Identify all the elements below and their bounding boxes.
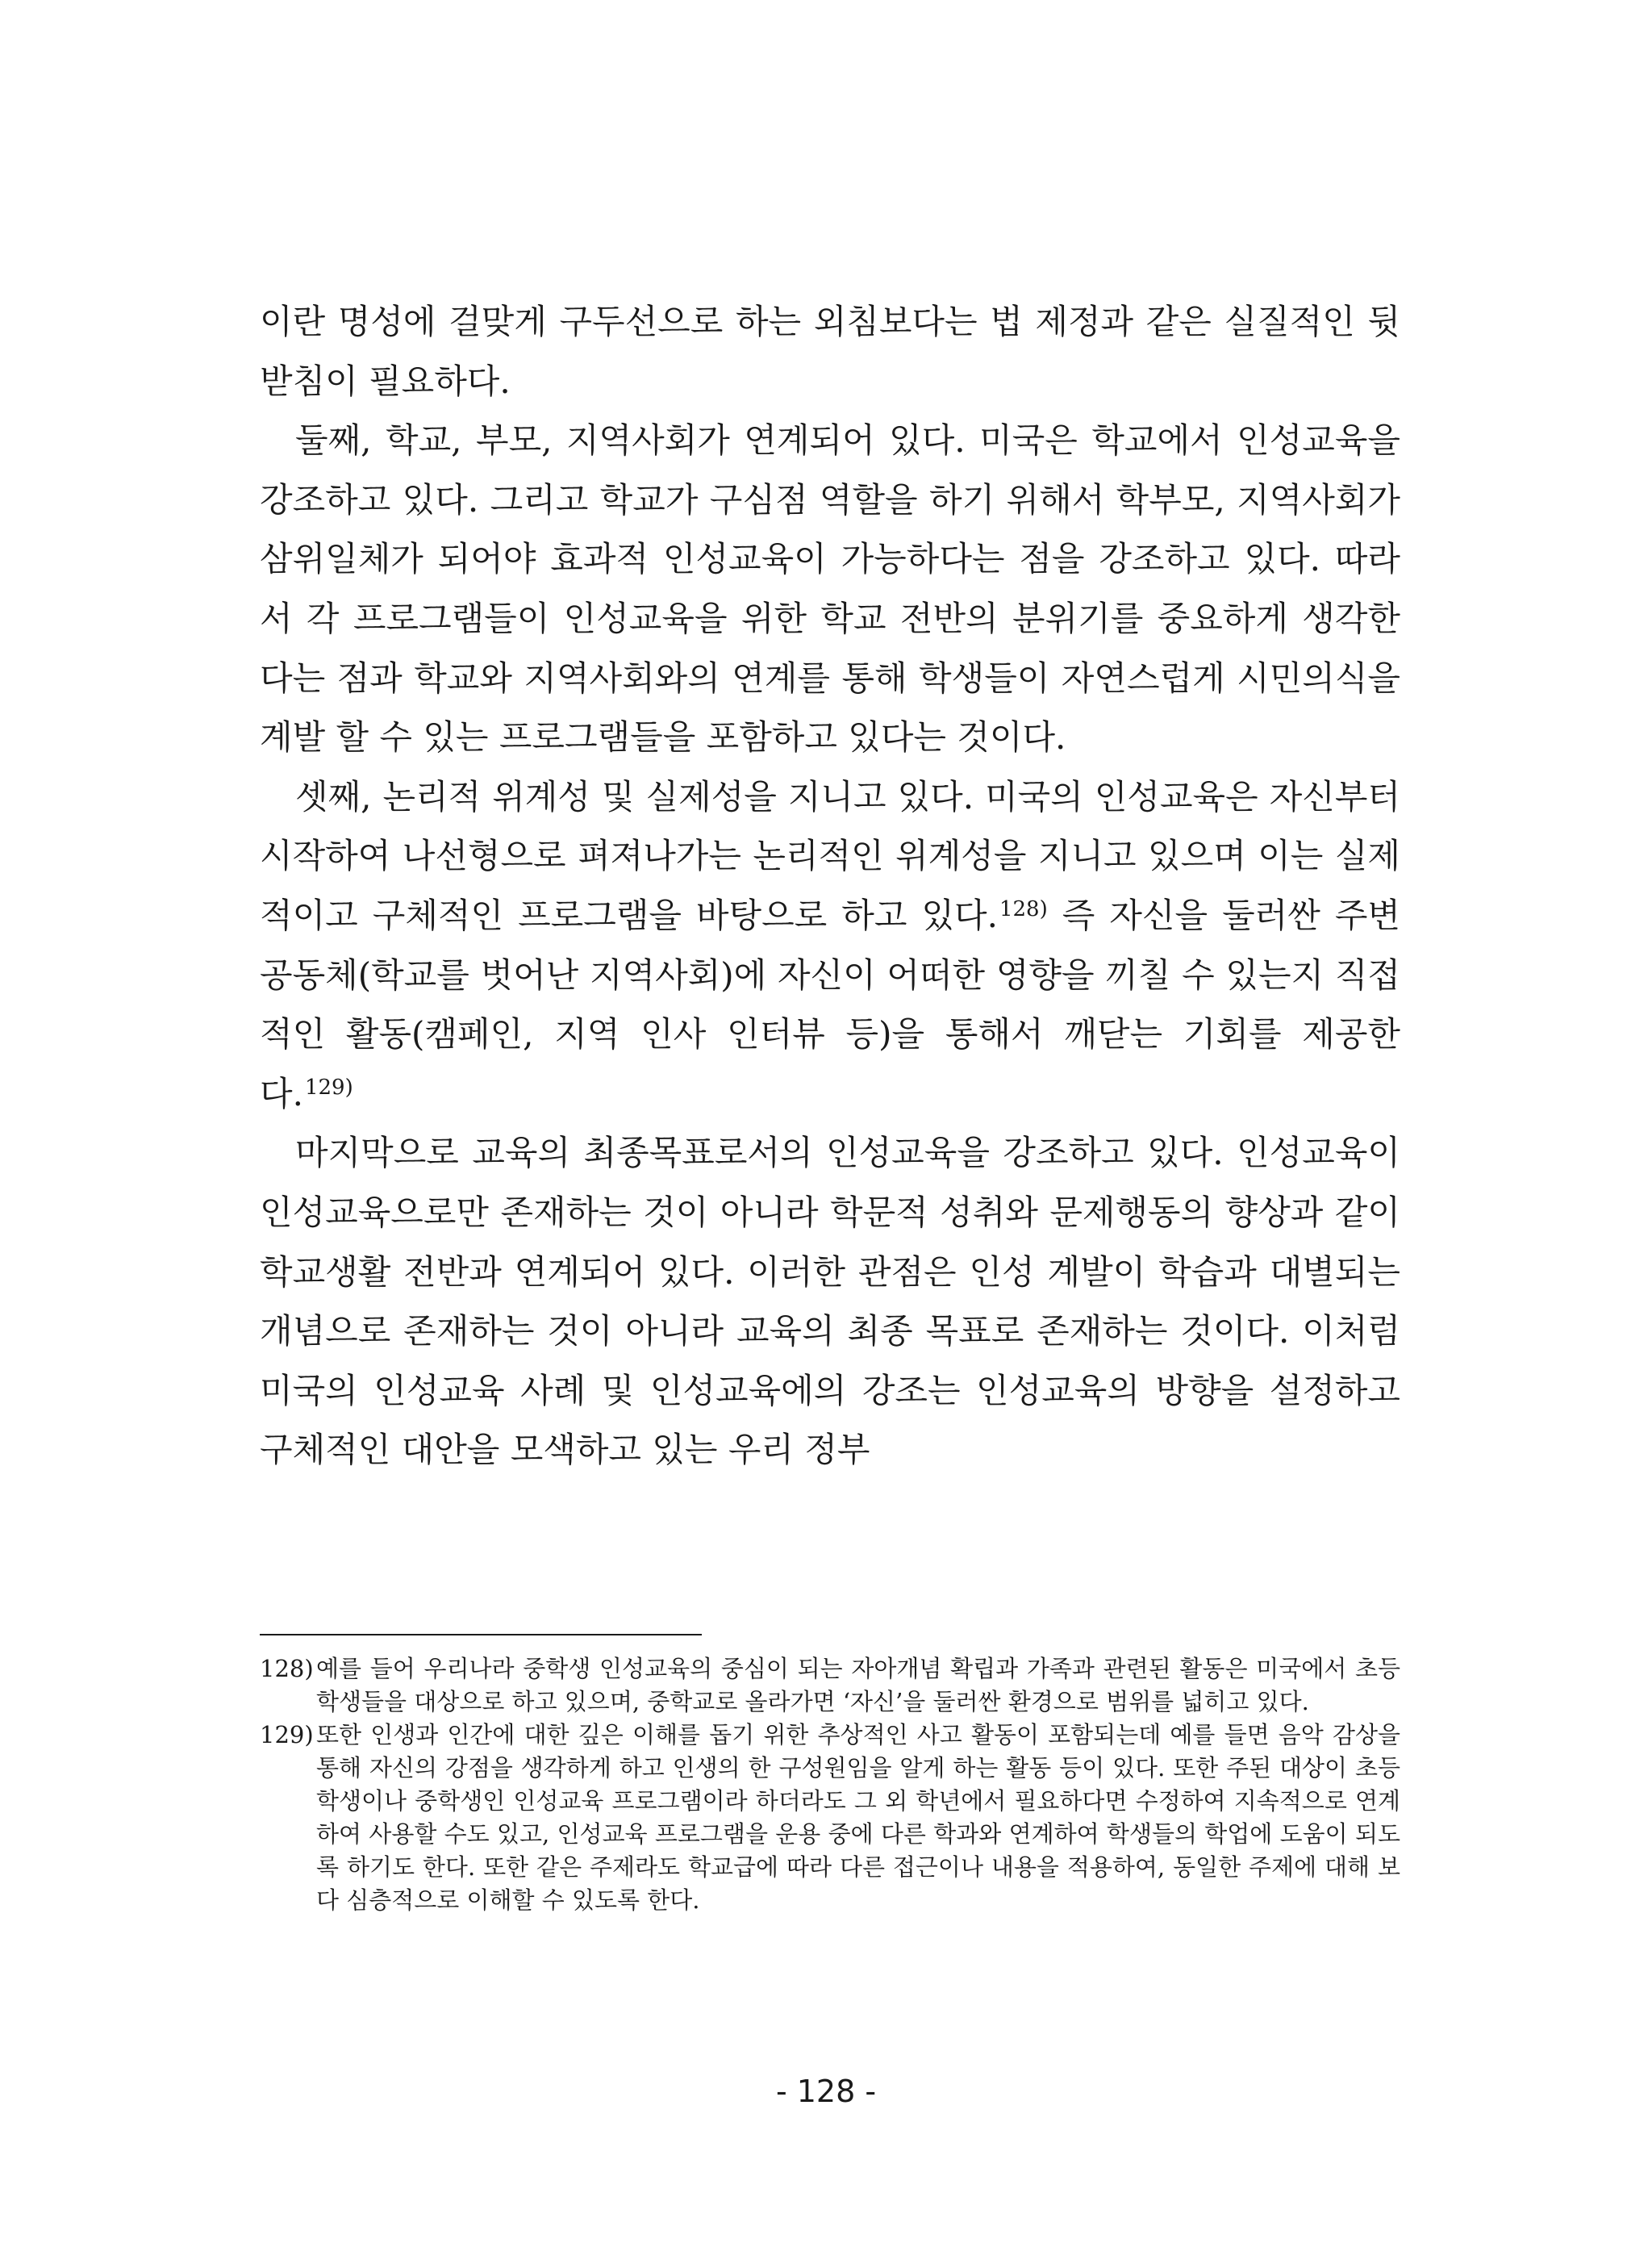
paragraph-1: 이란 명성에 걸맞게 구두선으로 하는 외침보다는 법 제정과 같은 실질적인 뒷받침이 필요하다. <box>260 302 1400 401</box>
footnotes <box>260 1652 1400 1917</box>
paragraph-3-text-a: 셋째, 논리적 위계성 및 실제성을 지니고 있다. 미국의 인성교육은 자신부터 시작하여 나선형으로 펴져나가는 논리적인 위계성을 지니고 있으며 이는 실제적이고 구체적인 프로그램을 바탕으로 하고 있다. <box>260 776 1400 935</box>
footnote-128 <box>260 1652 1400 1719</box>
footnote-number: 128) <box>260 1655 314 1682</box>
footnote-ref-128[interactable]: 128) <box>999 896 1048 921</box>
footnote-text: 예를 들어 우리나라 중학생 인성교육의 중심이 되는 자아개념 확립과 가족과 관련된 활동은 미국에서 초등학생들을 대상으로 하고 있으며, 중학교로 올라가면 ‘자신’을 둘러싼 환경으로 범위를 넓히고 있다. <box>316 1655 1400 1715</box>
footnote-129 <box>260 1719 1400 1917</box>
footnote-ref-129[interactable]: 129) <box>304 1075 353 1100</box>
footnote-divider <box>260 1634 702 1635</box>
page-number: - 128 - <box>775 2074 877 2109</box>
paragraph-2: 둘째, 학교, 부모, 지역사회가 연계되어 있다. 미국은 학교에서 인성교육을 강조하고 있다. 그리고 학교가 구심점 역할을 하기 위해서 학부모, 지역사회가 삼위일체가 되어야 효과적 인성교육이 가능하다는 점을 강조하고 있다. 따라서 각 프로그램들이 인성교육을 위한 학교 전반의 분위기를 중요하게 생각한다는 점과 학교와 지역사회와의 연계를 통해 학생들이 자연스럽게 시민의식을 계발 할 수 있는 프로그램들을 포함하고 있다는 것이다. <box>260 420 1400 758</box>
body-text <box>260 292 1400 1480</box>
footnote-number: 129) <box>260 1721 314 1748</box>
footnote-text: 또한 인생과 인간에 대한 깊은 이해를 돕기 위한 추상적인 사고 활동이 포함되는데 예를 들면 음악 감상을 통해 자신의 강점을 생각하게 하고 인생의 한 구성원임을 알게 하는 활동 등이 있다. 또한 주된 대상이 초등학생이나 중학생인 인성교육 프로그램이라 하더라도 그 외 학년에서 필요하다면 수정하여 지속적으로 연계하여 사용할 수도 있고, 인성교육 프로그램을 운용 중에 다른 학과와 연계하여 학생들의 학업에 도움이 되도록 하기도 한다. 또한 같은 주제라도 학교급에 따라 다른 접근이나 내용을 적용하여, 동일한 주제에 대해 보다 심층적으로 이해할 수 있도록 한다. <box>316 1721 1400 1914</box>
paragraph-3-text-b: 즉 자신을 둘러싼 주변 공동체(학교를 벗어난 지역사회)에 자신이 어떠한 영향을 끼칠 수 있는지 직접적인 활동(캠페인, 지역 인사 인터뷰 등)을 통해서 깨닫는 기회를 제공한다. <box>260 895 1401 1113</box>
paragraph-3 <box>260 767 1400 1124</box>
paragraph-4: 마지막으로 교육의 최종목표로서의 인성교육을 강조하고 있다. 인성교육이 인성교육으로만 존재하는 것이 아니라 학문적 성취와 문제행동의 향상과 같이 학교생활 전반과 연계되어 있다. 이러한 관점은 인성 계발이 학습과 대별되는 개념으로 존재하는 것이 아니라 교육의 최종 목표로 존재하는 것이다. 이처럼 미국의 인성교육 사례 및 인성교육에의 강조는 인성교육의 방향을 설정하고 구체적인 대안을 모색하고 있는 우리 정부 <box>260 1133 1400 1470</box>
